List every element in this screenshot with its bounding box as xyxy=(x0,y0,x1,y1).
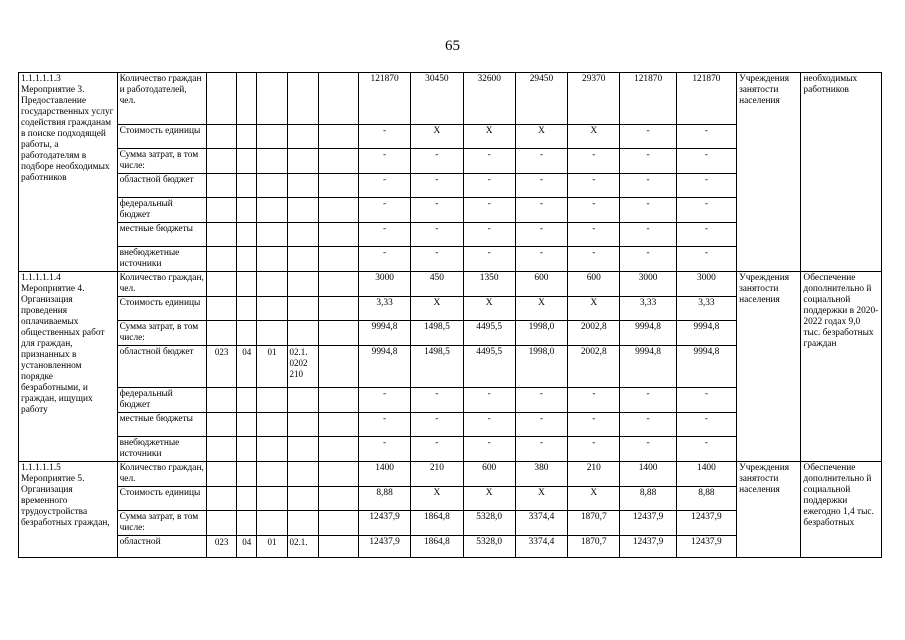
code-cell xyxy=(257,174,287,198)
value-cell: 3000 xyxy=(676,272,736,297)
value-cell: 121870 xyxy=(620,73,676,125)
code-cell xyxy=(207,247,237,272)
value-cell: - xyxy=(358,413,410,437)
code-cell xyxy=(287,487,318,511)
value-cell: - xyxy=(568,198,620,223)
value-cell: 5328,0 xyxy=(463,536,515,558)
code-cell xyxy=(207,297,237,321)
value-cell: 1870,7 xyxy=(568,536,620,558)
code-cell xyxy=(257,511,287,536)
table-row xyxy=(19,272,882,297)
value-cell: 600 xyxy=(568,272,620,297)
value-cell: 12437,9 xyxy=(676,536,736,558)
value-cell: 30450 xyxy=(411,73,463,125)
code-cell xyxy=(257,149,287,174)
code-cell xyxy=(257,462,287,487)
code-cell: 023 xyxy=(207,346,237,388)
value-cell: X xyxy=(568,125,620,149)
empty-cell xyxy=(318,413,358,437)
value-cell: 1400 xyxy=(620,462,676,487)
value-cell: 1498,5 xyxy=(411,321,463,346)
value-cell: - xyxy=(411,388,463,413)
code-cell: 023 xyxy=(207,536,237,558)
value-cell: - xyxy=(620,198,676,223)
code-cell xyxy=(207,272,237,297)
activity-cell: 1.1.1.1.1.3 Мероприятие 3. Предоставление государственных услуг содействия гражданам в поиске подходящей работы, а работодателям в подборе необходимых работников xyxy=(19,73,118,272)
value-cell: - xyxy=(676,247,736,272)
program-activities-table xyxy=(18,72,882,558)
value-cell: 1498,5 xyxy=(411,346,463,388)
indicator-cell: федеральный бюджет xyxy=(117,388,207,413)
empty-cell xyxy=(318,198,358,223)
value-cell: X xyxy=(515,125,567,149)
value-cell: 5328,0 xyxy=(463,511,515,536)
value-cell: - xyxy=(411,413,463,437)
code-cell xyxy=(257,413,287,437)
code-cell xyxy=(237,462,257,487)
value-cell: - xyxy=(676,174,736,198)
value-cell: X xyxy=(411,297,463,321)
code-cell: 04 xyxy=(237,536,257,558)
code-cell xyxy=(237,437,257,462)
value-cell: - xyxy=(463,149,515,174)
code-cell: 01 xyxy=(257,536,287,558)
value-cell: 1870,7 xyxy=(568,511,620,536)
value-cell: - xyxy=(463,437,515,462)
code-cell xyxy=(237,388,257,413)
value-cell: 1400 xyxy=(358,462,410,487)
value-cell: - xyxy=(463,413,515,437)
code-cell xyxy=(287,125,318,149)
table-row xyxy=(19,462,882,487)
code-cell xyxy=(257,247,287,272)
value-cell: 8,88 xyxy=(620,487,676,511)
code-cell xyxy=(257,437,287,462)
executor-cell: Учреждения занятости населения xyxy=(737,272,801,462)
empty-cell xyxy=(318,73,358,125)
code-cell xyxy=(287,247,318,272)
code-cell xyxy=(237,413,257,437)
value-cell: 1864,8 xyxy=(411,511,463,536)
empty-cell xyxy=(318,487,358,511)
value-cell: 1350 xyxy=(463,272,515,297)
value-cell: - xyxy=(411,198,463,223)
indicator-cell: Сумма затрат, в том числе: xyxy=(117,321,207,346)
code-cell xyxy=(257,487,287,511)
code-cell xyxy=(257,198,287,223)
code-cell xyxy=(287,272,318,297)
value-cell: 8,88 xyxy=(358,487,410,511)
value-cell: - xyxy=(515,247,567,272)
value-cell: - xyxy=(676,223,736,247)
value-cell: 3,33 xyxy=(358,297,410,321)
value-cell: - xyxy=(463,174,515,198)
value-cell: - xyxy=(515,413,567,437)
page-number: 65 xyxy=(445,38,460,54)
code-cell xyxy=(237,149,257,174)
activity-cell: 1.1.1.1.1.4 Мероприятие 4. Организация проведения оплачиваемых общественных работ для граждан, признанных в установленном порядке безработными, и граждан, ищущих работу xyxy=(19,272,118,462)
value-cell: 3,33 xyxy=(620,297,676,321)
code-cell xyxy=(257,297,287,321)
code-cell xyxy=(287,437,318,462)
value-cell: 12437,9 xyxy=(358,536,410,558)
value-cell: - xyxy=(620,223,676,247)
code-cell xyxy=(287,198,318,223)
code-cell xyxy=(237,297,257,321)
value-cell: 9994,8 xyxy=(620,346,676,388)
value-cell: 12437,9 xyxy=(620,536,676,558)
value-cell: X xyxy=(463,125,515,149)
value-cell: - xyxy=(515,437,567,462)
empty-cell xyxy=(318,125,358,149)
code-cell xyxy=(257,223,287,247)
value-cell: - xyxy=(358,149,410,174)
code-cell xyxy=(237,321,257,346)
empty-cell xyxy=(318,346,358,388)
value-cell: - xyxy=(411,247,463,272)
value-cell: - xyxy=(568,149,620,174)
code-cell xyxy=(287,321,318,346)
value-cell: - xyxy=(358,388,410,413)
value-cell: - xyxy=(411,437,463,462)
code-cell xyxy=(207,223,237,247)
value-cell: 1400 xyxy=(676,462,736,487)
indicator-cell: Стоимость единицы xyxy=(117,297,207,321)
code-cell xyxy=(287,149,318,174)
indicator-cell: Количество граждан, чел. xyxy=(117,272,207,297)
table-row xyxy=(19,73,882,125)
indicator-cell: Сумма затрат, в том числе: xyxy=(117,149,207,174)
activity-cell: 1.1.1.1.1.5 Мероприятие 5. Организация временного трудоустройства безработных граждан, xyxy=(19,462,118,558)
indicator-cell: внебюджетные источники xyxy=(117,247,207,272)
value-cell: - xyxy=(358,198,410,223)
code-cell xyxy=(287,297,318,321)
value-cell: 9994,8 xyxy=(358,346,410,388)
value-cell: 450 xyxy=(411,272,463,297)
value-cell: 1998,0 xyxy=(515,346,567,388)
value-cell: - xyxy=(411,223,463,247)
value-cell: - xyxy=(620,413,676,437)
value-cell: 1998,0 xyxy=(515,321,567,346)
value-cell: 12437,9 xyxy=(676,511,736,536)
value-cell: - xyxy=(568,223,620,247)
code-cell xyxy=(257,125,287,149)
value-cell: - xyxy=(676,198,736,223)
code-cell xyxy=(287,413,318,437)
value-cell: 9994,8 xyxy=(358,321,410,346)
code-cell xyxy=(237,125,257,149)
indicator-cell: областной xyxy=(117,536,207,558)
value-cell: - xyxy=(676,125,736,149)
value-cell: - xyxy=(411,149,463,174)
value-cell: 9994,8 xyxy=(676,321,736,346)
value-cell: 600 xyxy=(463,462,515,487)
value-cell: - xyxy=(358,223,410,247)
empty-cell xyxy=(318,536,358,558)
code-cell xyxy=(207,73,237,125)
value-cell: X xyxy=(515,487,567,511)
value-cell: 8,88 xyxy=(676,487,736,511)
indicator-cell: Стоимость единицы xyxy=(117,125,207,149)
result-cell: Обеспечение дополнительно й социальной поддержки в 2020-2022 годах 9,0 тыс. безработных граждан xyxy=(801,272,882,462)
empty-cell xyxy=(318,462,358,487)
value-cell: 9994,8 xyxy=(620,321,676,346)
code-cell xyxy=(257,388,287,413)
value-cell: 121870 xyxy=(676,73,736,125)
value-cell: - xyxy=(358,437,410,462)
value-cell: X xyxy=(515,297,567,321)
value-cell: 29370 xyxy=(568,73,620,125)
value-cell: - xyxy=(568,247,620,272)
code-cell: 02.1. 0202 210 xyxy=(287,346,318,388)
code-cell xyxy=(237,73,257,125)
value-cell: 210 xyxy=(568,462,620,487)
value-cell: X xyxy=(463,487,515,511)
empty-cell xyxy=(318,174,358,198)
value-cell: - xyxy=(358,174,410,198)
code-cell xyxy=(237,511,257,536)
empty-cell xyxy=(318,437,358,462)
value-cell: - xyxy=(463,223,515,247)
empty-cell xyxy=(318,297,358,321)
value-cell: 3000 xyxy=(358,272,410,297)
value-cell: - xyxy=(620,247,676,272)
code-cell xyxy=(237,223,257,247)
value-cell: - xyxy=(676,437,736,462)
code-cell xyxy=(207,198,237,223)
value-cell: - xyxy=(676,388,736,413)
indicator-cell: областной бюджет xyxy=(117,174,207,198)
value-cell: - xyxy=(620,125,676,149)
value-cell: 1864,8 xyxy=(411,536,463,558)
value-cell: X xyxy=(568,487,620,511)
value-cell: X xyxy=(463,297,515,321)
table-body xyxy=(19,73,882,558)
value-cell: 32600 xyxy=(463,73,515,125)
result-cell: Обеспечение дополнительно й социальной поддержки ежегодно 1,4 тыс. безработных xyxy=(801,462,882,558)
indicator-cell: Сумма затрат, в том числе: xyxy=(117,511,207,536)
code-cell: 02.1. xyxy=(287,536,318,558)
value-cell: 12437,9 xyxy=(620,511,676,536)
value-cell: 2002,8 xyxy=(568,346,620,388)
value-cell: - xyxy=(411,174,463,198)
indicator-cell: местные бюджеты xyxy=(117,413,207,437)
code-cell xyxy=(237,487,257,511)
value-cell: - xyxy=(620,388,676,413)
value-cell: - xyxy=(676,149,736,174)
code-cell xyxy=(207,125,237,149)
value-cell: 210 xyxy=(411,462,463,487)
value-cell: 4495,5 xyxy=(463,346,515,388)
code-cell xyxy=(237,247,257,272)
value-cell: - xyxy=(358,125,410,149)
indicator-cell: внебюджетные источники xyxy=(117,437,207,462)
value-cell: 3000 xyxy=(620,272,676,297)
result-cell: необходимых работников xyxy=(801,73,882,272)
code-cell xyxy=(287,462,318,487)
indicator-cell: местные бюджеты xyxy=(117,223,207,247)
code-cell xyxy=(237,174,257,198)
value-cell: X xyxy=(411,487,463,511)
code-cell xyxy=(207,321,237,346)
value-cell: - xyxy=(568,413,620,437)
value-cell: 600 xyxy=(515,272,567,297)
indicator-cell: областной бюджет xyxy=(117,346,207,388)
value-cell: 3374,4 xyxy=(515,511,567,536)
executor-cell: Учреждения занятости населения xyxy=(737,462,801,558)
value-cell: 4495,5 xyxy=(463,321,515,346)
value-cell: - xyxy=(515,223,567,247)
value-cell: 3374,4 xyxy=(515,536,567,558)
code-cell xyxy=(207,511,237,536)
value-cell: - xyxy=(568,388,620,413)
value-cell: - xyxy=(620,437,676,462)
value-cell: - xyxy=(515,174,567,198)
value-cell: 9994,8 xyxy=(676,346,736,388)
value-cell: - xyxy=(676,413,736,437)
code-cell xyxy=(207,413,237,437)
code-cell xyxy=(207,487,237,511)
code-cell xyxy=(257,321,287,346)
code-cell xyxy=(287,223,318,247)
code-cell xyxy=(287,511,318,536)
indicator-cell: федеральный бюджет xyxy=(117,198,207,223)
value-cell: - xyxy=(515,198,567,223)
value-cell: - xyxy=(620,149,676,174)
empty-cell xyxy=(318,247,358,272)
code-cell xyxy=(237,272,257,297)
empty-cell xyxy=(318,511,358,536)
code-cell: 04 xyxy=(237,346,257,388)
code-cell xyxy=(207,437,237,462)
code-cell xyxy=(257,272,287,297)
code-cell: 01 xyxy=(257,346,287,388)
value-cell: - xyxy=(463,198,515,223)
value-cell: - xyxy=(515,388,567,413)
value-cell: 2002,8 xyxy=(568,321,620,346)
value-cell: - xyxy=(568,174,620,198)
value-cell: 12437,9 xyxy=(358,511,410,536)
value-cell: - xyxy=(568,437,620,462)
code-cell xyxy=(257,73,287,125)
value-cell: X xyxy=(411,125,463,149)
value-cell: 380 xyxy=(515,462,567,487)
empty-cell xyxy=(318,388,358,413)
code-cell xyxy=(237,198,257,223)
value-cell: 29450 xyxy=(515,73,567,125)
value-cell: X xyxy=(568,297,620,321)
value-cell: 3,33 xyxy=(676,297,736,321)
value-cell: - xyxy=(515,149,567,174)
indicator-cell: Стоимость единицы xyxy=(117,487,207,511)
code-cell xyxy=(287,73,318,125)
indicator-cell: Количество граждан, чел. xyxy=(117,462,207,487)
value-cell: - xyxy=(463,247,515,272)
empty-cell xyxy=(318,149,358,174)
executor-cell: Учреждения занятости населения xyxy=(737,73,801,272)
code-cell xyxy=(207,388,237,413)
code-cell xyxy=(207,149,237,174)
value-cell: 121870 xyxy=(358,73,410,125)
code-cell xyxy=(287,388,318,413)
value-cell: - xyxy=(463,388,515,413)
code-cell xyxy=(207,462,237,487)
code-cell xyxy=(287,174,318,198)
value-cell: - xyxy=(358,247,410,272)
value-cell: - xyxy=(620,174,676,198)
indicator-cell: Количество граждан и работодателей, чел. xyxy=(117,73,207,125)
empty-cell xyxy=(318,321,358,346)
empty-cell xyxy=(318,223,358,247)
empty-cell xyxy=(318,272,358,297)
code-cell xyxy=(207,174,237,198)
